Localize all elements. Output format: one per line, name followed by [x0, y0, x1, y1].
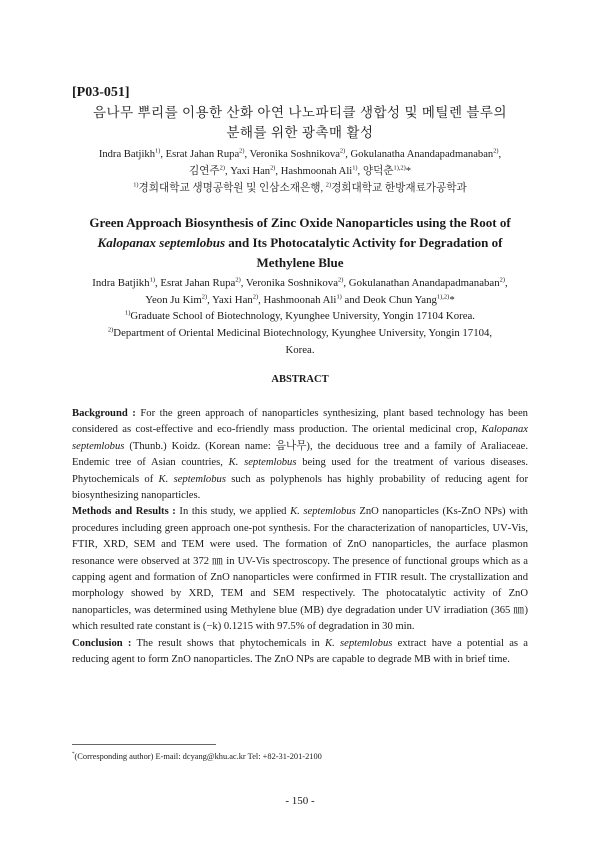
english-title	[70, 213, 530, 273]
english-title-line2: Kalopanax septemlobus and Its Photocatalytic Activity for Degradation of	[97, 235, 503, 250]
abstract-body	[72, 406, 528, 669]
english-title-line3: Methylene Blue	[256, 255, 344, 270]
english-authors-line2: Yeon Ju Kim$^{2)}$, Yaxi Han$^{2)}$, Hashmoonah Ali$^{1)}$ and Deok Chun Yang$^{1),2)}$*	[145, 293, 455, 306]
page-number: - 150 -	[285, 795, 315, 807]
methods-label: Methods and Results :	[72, 506, 176, 518]
poster-code: [P03-051]	[72, 85, 130, 100]
conclusion-label: Conclusion :	[72, 637, 132, 649]
affiliation-2-cont: Korea.	[285, 344, 315, 356]
korean-title	[60, 103, 540, 143]
affiliation-2: $^{2)}$Department of Oriental Medicinal Biotechnology, Kyunghee University, Yongin 17104,	[107, 326, 493, 339]
korean-affiliations: $^{1)}$경희대학교 생명공학원 및 인삼소재은행, $^{2)}$경희대학교 한방재료가공학과	[133, 181, 467, 194]
korean-authors-line2: 김연주$^{2)}$, Yaxi Han$^{2)}$, Hashmoonah Ali$^{1)}$, 양덕춘$^{1),2)}$*	[188, 164, 412, 177]
affiliation-1: $^{1)}$Graduate School of Biotechnology, Kyunghee University, Yongin 17104 Korea.	[124, 309, 476, 322]
korean-authors-line1: Indra Batjikh$^{1)}$, Esrat Jahan Rupa$^{2)}$, Veronika Soshnikova$^{2)}$, Gokulanatha Anandapadmanaban$^{2)}$,	[98, 147, 502, 160]
abstract-heading: ABSTRACT	[271, 374, 329, 385]
footnote-divider	[72, 744, 216, 745]
conclusion-paragraph: Conclusion : The result shows that phytochemicals in K. septemlobus extract have a potential as a reducing agent to form ZnO nanoparticles. The ZnO NPs are capable to degrade MB with in brief time.	[72, 637, 528, 666]
korean-title-line2: 분해를 위한 광촉매 활성	[226, 125, 374, 140]
korean-authors	[62, 146, 538, 180]
background-paragraph: Background : For the green approach of nanoparticles synthesizing, plant based technology has been considered as cost-effective and eco-friendly mass production. The oriental medicinal crop, Kalopanax septemlobus (Thunb.) Koidz. (Korean name: 음나무), the deciduous tree and a family of Araliaceae. Endemic tree of Asian countries, K. septemlobus being used for the treatment of various diseases. Phytochemicals of K. septemlobus such as polyphenols has highly probability of reducing agent for biosynthesizing nanoparticles.	[72, 408, 528, 502]
english-authors-line1: Indra Batjikh$^{1)}$, Esrat Jahan Rupa$^{2)}$, Veronika Soshnikova$^{2)}$, Gokulanathan Anandapadmanaban$^{2)}$,	[92, 276, 508, 289]
background-label: Background :	[72, 408, 136, 419]
english-authors	[70, 275, 530, 309]
methods-paragraph: Methods and Results : In this study, we applied K. septemlobus ZnO nanoparticles (Ks-ZnO NPs) with procedures including green approach one-pot synthesis. For the characterization of nanoparticles, UV‐Vis, FTIR, XRD, SEM and TEM were used. The formation of ZnO nanoparticles, the aurface plasmon resonance were observed at 372 ㎚ in UV-Vis spectroscopy. The presence of functional groups which as a capping agent and formation of ZnO nanoparticles were confirmed in FTIR result. The crystallization and morphology showed by XRD, TEM and SEM respectively. The photocatalytic activity of ZnO nanoparticles, was determined using Methylene blue (MB) dye degradation under UV irradiation (365 ㎚) which resulted rate constant is (−k) 0.1215 with 97.5% of degradation in 30 min.	[72, 506, 528, 633]
english-affiliations	[70, 308, 530, 359]
footnote: *(Corresponding author) E-mail: dcyang@khu.ac.kr Tel: +82-31-201-2100	[72, 752, 322, 761]
korean-title-line1: 음나무 뿌리를 이용한 산화 아연 나노파티클 생합성 및 메틸렌 블루의	[92, 105, 508, 120]
english-title-line1: Green Approach Biosynthesis of Zinc Oxide Nanoparticles using the Root of	[89, 215, 511, 230]
